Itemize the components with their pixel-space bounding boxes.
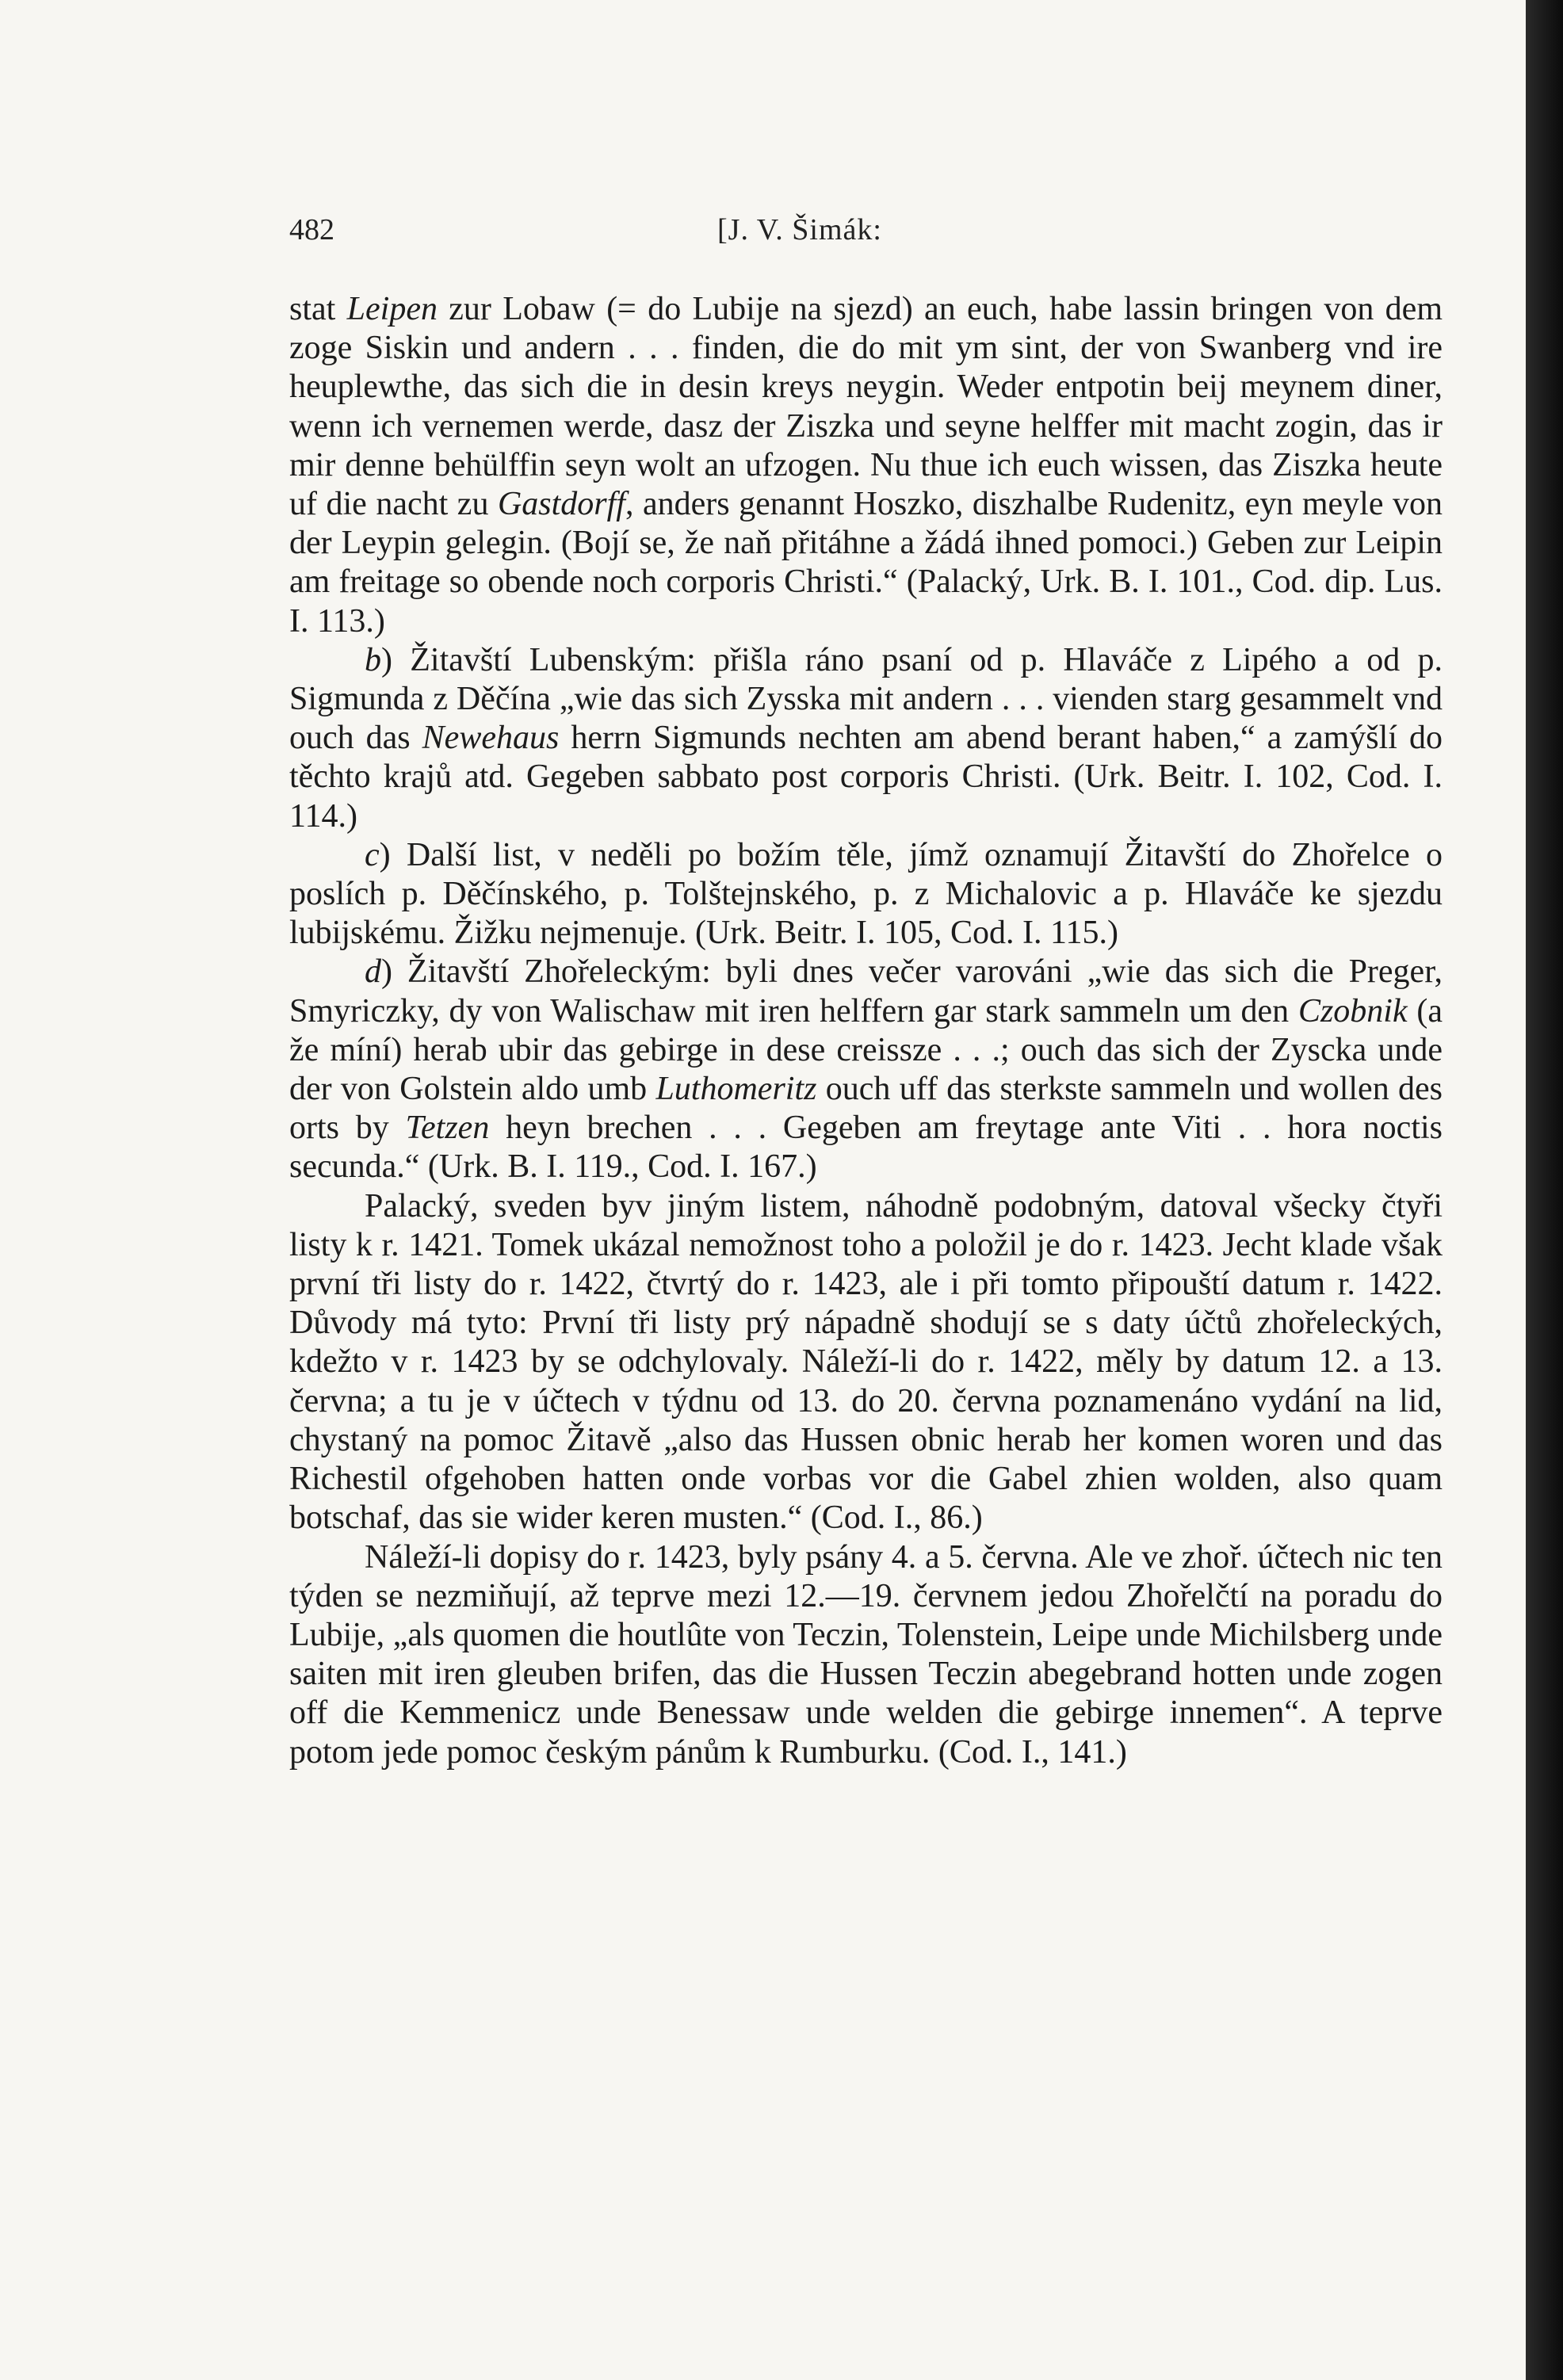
text-run: heyn brechen . . . Gegeben am freytage ante Viti . . hora noctis secunda.“ (Urk. B. I. 119., Cod. I. 167.) bbox=[289, 1110, 1443, 1186]
italic-text: b bbox=[365, 641, 381, 678]
text-run: ouch uff das sterkste sammeln und wollen des orts by bbox=[289, 1071, 1443, 1147]
text-run: (a že míní) herab ubir das gebirge in dese creissze . . .; ouch das sich der Zyscka unde der von Golstein aldo umb bbox=[289, 992, 1443, 1108]
italic-text: Tetzen bbox=[405, 1110, 490, 1147]
paragraph bbox=[289, 641, 1443, 836]
body-text bbox=[289, 290, 1443, 1772]
italic-text: Newehaus bbox=[422, 720, 560, 757]
text-run: Náleží-li dopisy do r. 1423, byly psány 4. a 5. června. Ale ve zhoř. účtech nic ten týden se nezmiňují, až teprve mezi 12.—19. červnem jedou Zhořelčtí na poradu do Lubije, „als quomen die houtlûte von Teczin, Tolenstein, Leipe unde Michilsberg unde saiten mit iren gleuben brifen, das die Hussen Teczin abegebrand hotten unde zogen off die Kemmenicz unde Benessaw unde welden die gebirge innemen“. A teprve potom jede pomoc českým pánům k Rumburku. (Cod. I., 141.) bbox=[289, 1538, 1443, 1771]
italic-text: Luthomeritz bbox=[655, 1071, 817, 1108]
italic-text: c bbox=[365, 836, 380, 873]
paragraph bbox=[289, 1538, 1443, 1772]
text-run: ) Žitavští Zhořeleckým: byli dnes večer varováni „wie das sich die Preger, Smyriczky, dy von Walischaw mit iren helffern gar stark sammeln um den bbox=[289, 953, 1443, 1030]
paragraph bbox=[289, 836, 1443, 953]
page-header bbox=[289, 212, 1454, 260]
text-run: stat bbox=[289, 291, 347, 327]
text-run: ) Další list, v neděli po božím těle, jímž oznamují Žitavští do Zhořelce o poslích p. Děčínského, p. Tolštejnského, p. z Michalovic a p. Hlaváče ke sjezdu lubijskému. Žižku nejmenuje. (Urk. Beitr. I. 105, Cod. I. 115.) bbox=[289, 836, 1443, 952]
book-spine-edge bbox=[1526, 0, 1563, 2380]
paragraph bbox=[289, 953, 1443, 1186]
text-run: , anders genannt Hoszko, diszhalbe Rudenitz, eyn meyle von der Leypin gelegin. (Bojí se, že naň přitáhne a žádá ihned pomoci.) Geben zur Leipin am freitage so obende noch corporis Christi.“ (Palacký, Urk. B. I. 101., Cod. dip. Lus. I. 113.) bbox=[289, 486, 1443, 640]
italic-text: Gastdorff bbox=[497, 486, 625, 523]
running-head: [J. V. Šimák: bbox=[717, 213, 882, 246]
italic-text: d bbox=[365, 953, 381, 991]
text-run: ) Žitavští Lubenským: přišla ráno psaní od p. Hlaváče z Lipého a od p. Sigmunda z Děčína „wie das sich Zysska mit andern . . . vienden starg gesammelt vnd ouch das bbox=[289, 641, 1443, 757]
text-run: Palacký, sveden byv jiným listem, náhodně podobným, datoval všecky čtyři listy k r. 1421. Tomek ukázal nemožnost toho a položil je do r. 1423. Jecht klade však první tři listy do r. 1422, čtvrtý do r. 1423, ale i při tomto připouští datum r. 1422. Důvody má tyto: První tři listy prý nápadně shodují se s daty účtů zhořeleckých, kdežto v r. 1423 by se odchylovaly. Náleží-li do r. 1422, měly by datum 12. a 13. června; a tu je v účtech v týdnu od 13. do 20. června poznamenáno vydání na lid, chystaný na pomoc Žitavě „also das Hussen obnic herab her komen woren und das Richestil ofgehoben hatten onde vorbas vor die Gabel zhien wolden, also quam botschaf, das sie wider keren musten.“ (Cod. I., 86.) bbox=[289, 1187, 1443, 1537]
paragraph bbox=[289, 290, 1443, 641]
text-run: herrn Sigmunds nechten am abend berant haben,“ a zamýšlí do těchto krajů atd. Gegeben sabbato post corporis Christi. (Urk. Beitr. I. 102, Cod. I. 114.) bbox=[289, 720, 1443, 835]
paragraph bbox=[289, 1187, 1443, 1538]
page-number: 482 bbox=[289, 213, 334, 246]
text-run: zur Lobaw (= do Lubije na sjezd) an euch, habe lassin bringen von dem zoge Siskin und andern . . . finden, die do mit ym sint, der von Swanberg vnd ire heuplewthe, das sich die in desin kreys neygin. Weder entpotin beij meynem diner, wenn ich vernemen werde, dasz der Ziszka und seyne helffer mit macht zogin, das ir mir denne behülffin seyn wolt an ufzogen. Nu thue ich euch wissen, das Ziszka heute uf die nacht zu bbox=[289, 291, 1443, 523]
italic-text: Leipen bbox=[346, 291, 438, 327]
italic-text: Czobnik bbox=[1297, 992, 1408, 1030]
